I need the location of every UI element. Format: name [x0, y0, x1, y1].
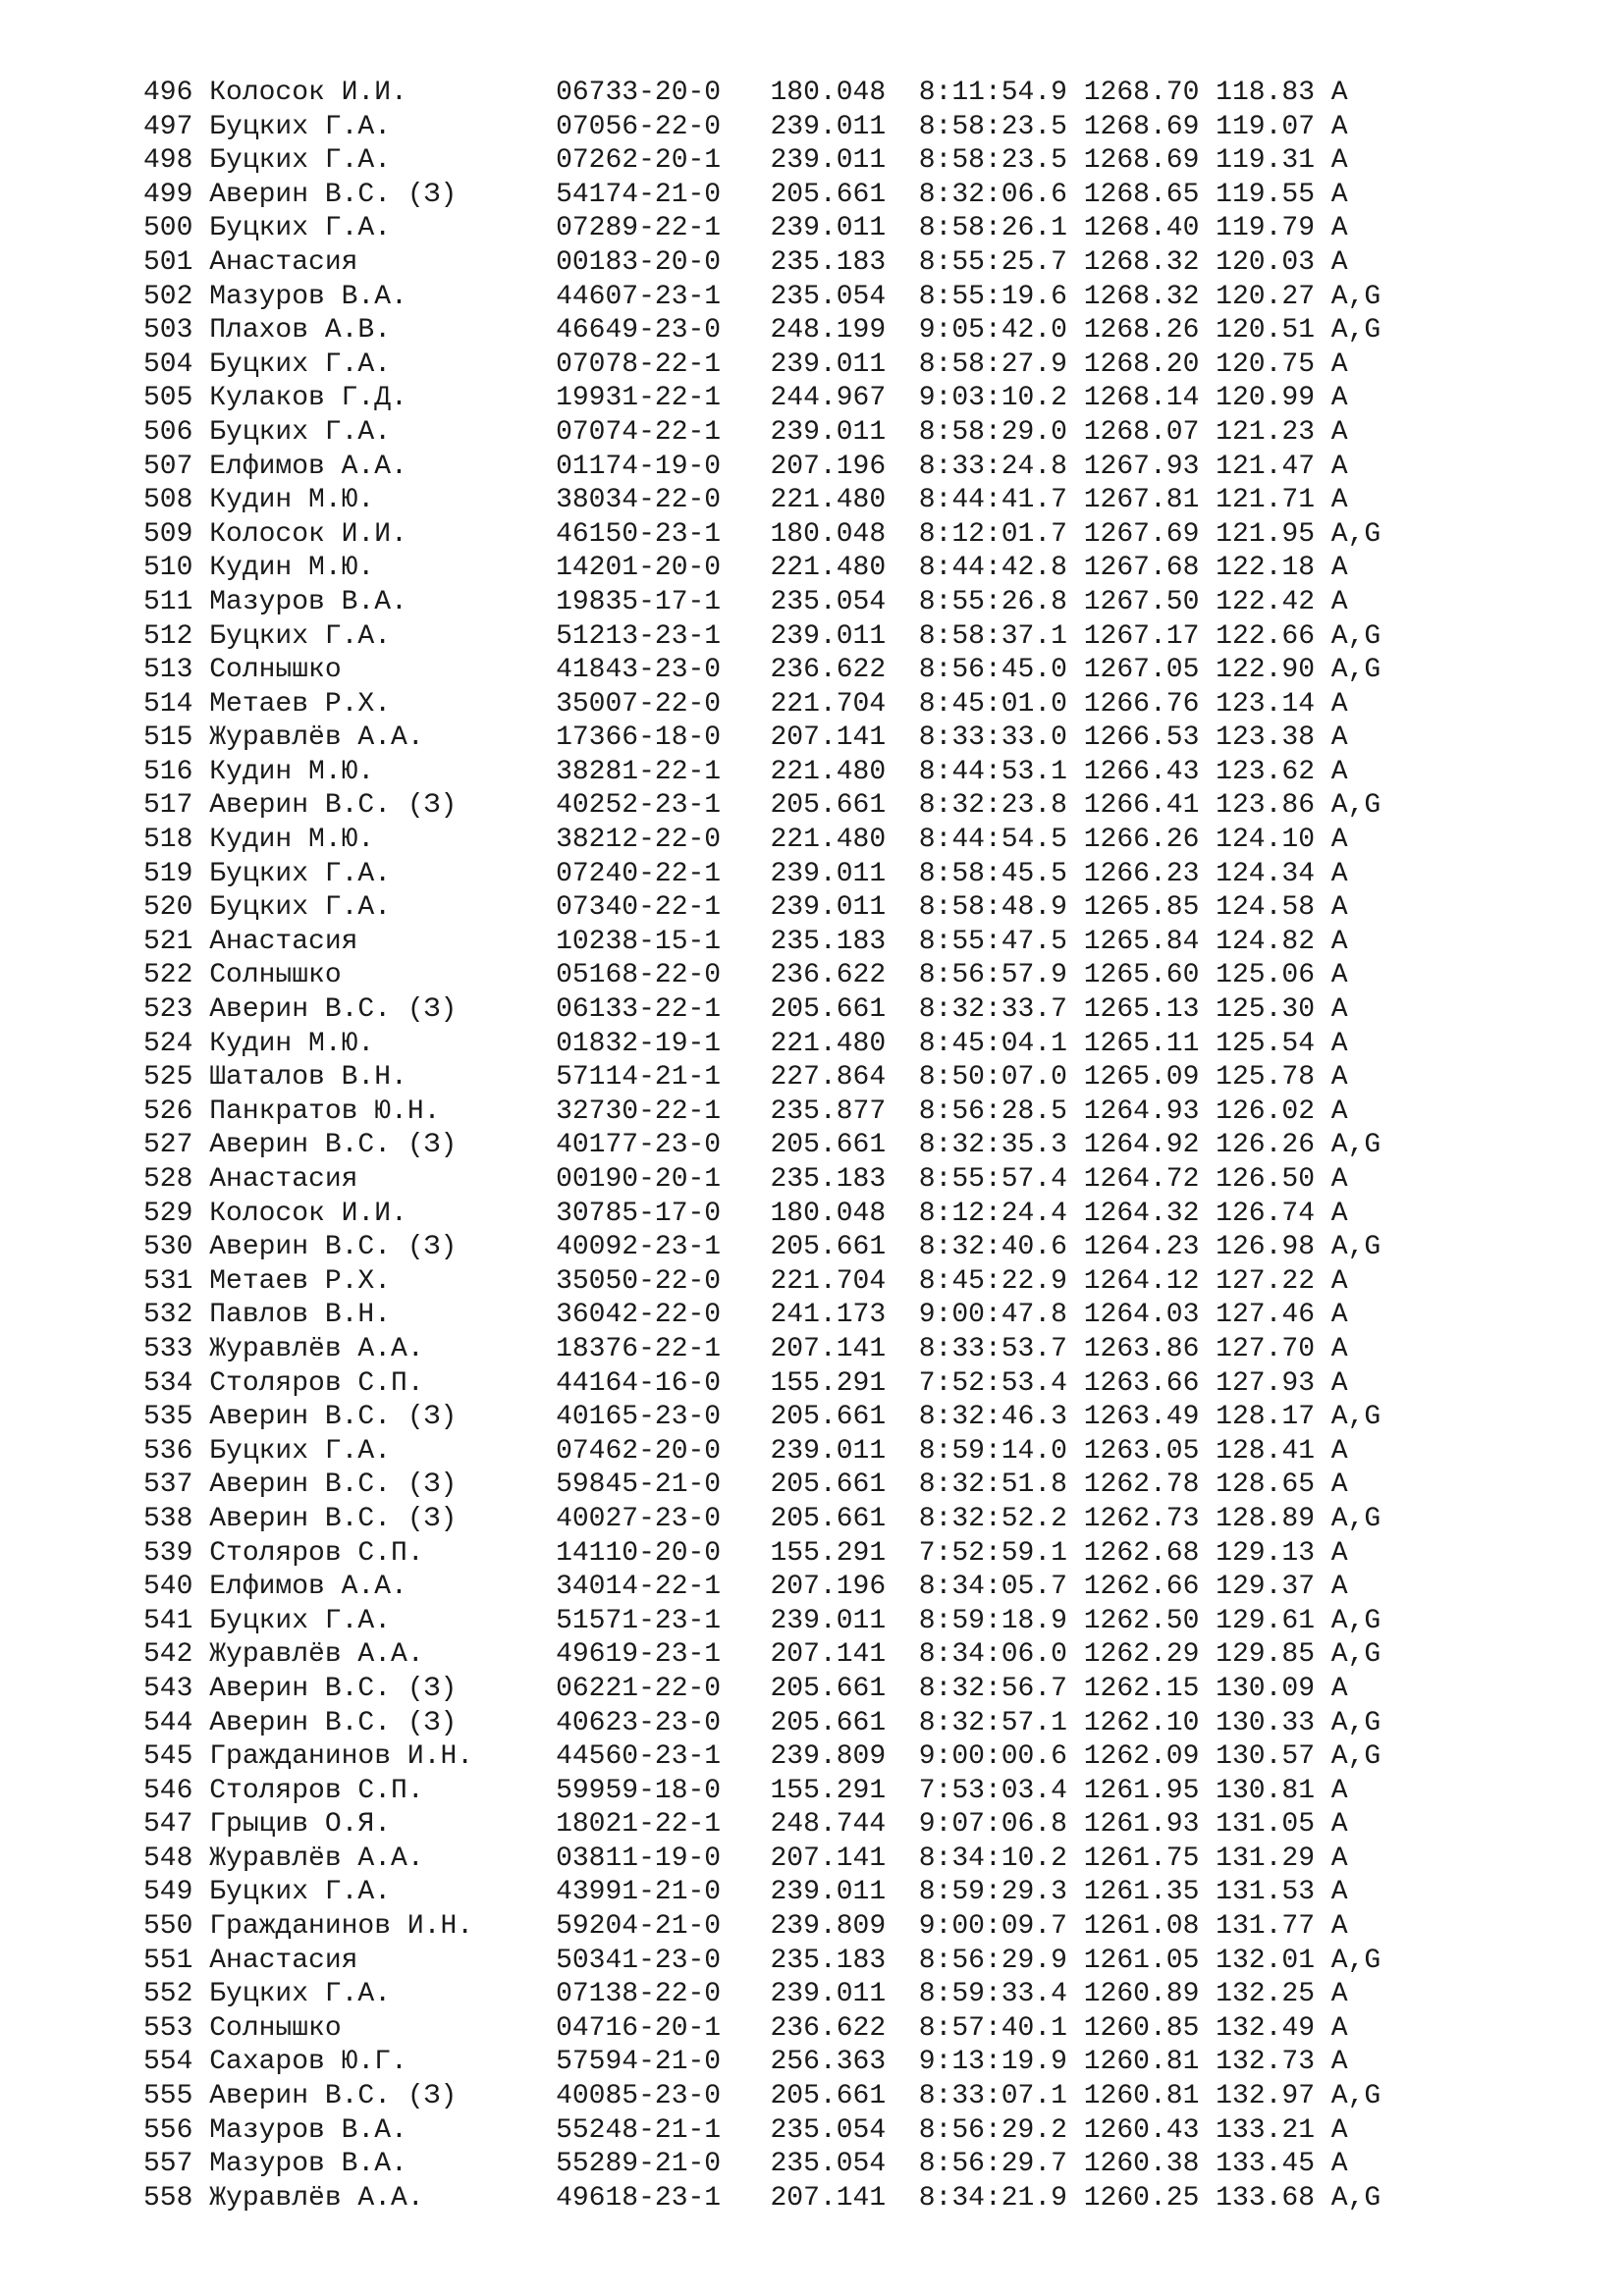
result-row: 555 Аверин В.С. (З) 40085-23-0 205.661 8:33:07.1 1260.81 132.97 A,G [143, 2081, 1381, 2112]
result-row: 540 Елфимов А.А. 34014-22-1 207.196 8:34:05.7 1262.66 129.37 A [143, 1572, 1348, 1603]
result-row: 514 Метаев Р.Х. 35007-22-0 221.704 8:45:01.0 1266.76 123.14 A [143, 688, 1348, 720]
result-row: 550 Гражданинов И.Н. 59204-21-0 239.809 9:00:09.7 1261.08 131.77 A [143, 1911, 1348, 1943]
result-row: 531 Метаев Р.Х. 35050-22-0 221.704 8:45:22.9 1264.12 127.22 A [143, 1265, 1348, 1297]
result-row: 525 Шаталов В.Н. 57114-21-1 227.864 8:50:07.0 1265.09 125.78 A [143, 1062, 1348, 1094]
result-row: 512 Буцких Г.А. 51213-23-1 239.011 8:58:37.1 1267.17 122.66 A,G [143, 620, 1381, 652]
result-row: 528 Анастасия 00190-20-1 235.183 8:55:57.4 1264.72 126.50 A [143, 1164, 1348, 1195]
result-row: 554 Сахаров Ю.Г. 57594-21-0 256.363 9:13:19.9 1260.81 132.73 A [143, 2047, 1348, 2078]
result-row: 509 Колосок И.И. 46150-23-1 180.048 8:12:01.7 1267.69 121.95 A,G [143, 518, 1381, 550]
result-row: 535 Аверин В.С. (З) 40165-23-0 205.661 8:32:46.3 1263.49 128.17 A,G [143, 1402, 1381, 1433]
result-row: 527 Аверин В.С. (З) 40177-23-0 205.661 8:32:35.3 1264.92 126.26 A,G [143, 1130, 1381, 1161]
result-row: 539 Столяров С.П. 14110-20-0 155.291 7:52:59.1 1262.68 129.13 A [143, 1537, 1348, 1569]
result-row: 534 Столяров С.П. 44164-16-0 155.291 7:52:53.4 1263.66 127.93 A [143, 1367, 1348, 1399]
result-row: 553 Солнышко 04716-20-1 236.622 8:57:40.1 1260.85 132.49 A [143, 2012, 1348, 2044]
result-row: 538 Аверин В.С. (З) 40027-23-0 205.661 8:32:52.2 1262.73 128.89 A,G [143, 1503, 1381, 1534]
result-row: 513 Солнышко 41843-23-0 236.622 8:56:45.0 1267.05 122.90 A,G [143, 655, 1381, 686]
result-row: 533 Журавлёв А.А. 18376-22-1 207.141 8:33:53.7 1263.86 127.70 A [143, 1333, 1348, 1364]
result-row: 506 Буцких Г.А. 07074-22-1 239.011 8:58:29.0 1268.07 121.23 A [143, 416, 1348, 448]
result-row: 523 Аверин В.С. (З) 06133-22-1 205.661 8:32:33.7 1265.13 125.30 A [143, 994, 1348, 1026]
result-row: 542 Журавлёв А.А. 49619-23-1 207.141 8:34:06.0 1262.29 129.85 A,G [143, 1639, 1381, 1671]
result-row: 552 Буцких Г.А. 07138-22-0 239.011 8:59:33.4 1260.89 132.25 A [143, 1979, 1348, 2010]
result-row: 511 Мазуров В.А. 19835-17-1 235.054 8:55:26.8 1267.50 122.42 A [143, 586, 1348, 617]
result-row: 532 Павлов В.Н. 36042-22-0 241.173 9:00:47.8 1264.03 127.46 A [143, 1300, 1348, 1331]
result-row: 519 Буцких Г.А. 07240-22-1 239.011 8:58:45.5 1266.23 124.34 A [143, 858, 1348, 889]
result-row: 526 Панкратов Ю.Н. 32730-22-1 235.877 8:56:28.5 1264.93 126.02 A [143, 1095, 1348, 1127]
result-row: 501 Анастасия 00183-20-0 235.183 8:55:25.7 1268.32 120.03 A [143, 246, 1348, 278]
result-row: 521 Анастасия 10238-15-1 235.183 8:55:47.5 1265.84 124.82 A [143, 926, 1348, 957]
result-row: 544 Аверин В.С. (З) 40623-23-0 205.661 8:32:57.1 1262.10 130.33 A,G [143, 1707, 1381, 1738]
result-row: 518 Кудин М.Ю. 38212-22-0 221.480 8:44:54.5 1266.26 124.10 A [143, 825, 1348, 856]
result-row: 547 Грыцив О.Я. 18021-22-1 248.744 9:07:06.8 1261.93 131.05 A [143, 1809, 1348, 1841]
result-row: 508 Кудин М.Ю. 38034-22-0 221.480 8:44:41.7 1267.81 121.71 A [143, 485, 1348, 516]
result-row: 510 Кудин М.Ю. 14201-20-0 221.480 8:44:42.8 1267.68 122.18 A [143, 553, 1348, 584]
result-row: 498 Буцких Г.А. 07262-20-1 239.011 8:58:23.5 1268.69 119.31 A [143, 145, 1348, 177]
result-row: 522 Солнышко 05168-22-0 236.622 8:56:57.9 1265.60 125.06 A [143, 960, 1348, 991]
result-row: 496 Колосок И.И. 06733-20-0 180.048 8:11:54.9 1268.70 118.83 A [143, 78, 1348, 108]
results-list [143, 77, 1380, 2216]
result-row: 499 Аверин В.С. (З) 54174-21-0 205.661 8:32:06.6 1268.65 119.55 A [143, 179, 1348, 210]
result-row: 530 Аверин В.С. (З) 40092-23-1 205.661 8:32:40.6 1264.23 126.98 A,G [143, 1232, 1381, 1263]
result-row: 504 Буцких Г.А. 07078-22-1 239.011 8:58:27.9 1268.20 120.75 A [143, 348, 1348, 380]
result-row: 537 Аверин В.С. (З) 59845-21-0 205.661 8:32:51.8 1262.78 128.65 A [143, 1469, 1348, 1501]
result-row: 556 Мазуров В.А. 55248-21-1 235.054 8:56:29.2 1260.43 133.21 A [143, 2114, 1348, 2146]
result-row: 557 Мазуров В.А. 55289-21-0 235.054 8:56:29.7 1260.38 133.45 A [143, 2149, 1348, 2180]
result-row: 497 Буцких Г.А. 07056-22-0 239.011 8:58:23.5 1268.69 119.07 A [143, 111, 1348, 142]
result-row: 503 Плахов А.В. 46649-23-0 248.199 9:05:42.0 1268.26 120.51 A,G [143, 315, 1381, 347]
result-row: 536 Буцких Г.А. 07462-20-0 239.011 8:59:14.0 1263.05 128.41 A [143, 1435, 1348, 1467]
result-row: 548 Журавлёв А.А. 03811-19-0 207.141 8:34:10.2 1261.75 131.29 A [143, 1842, 1348, 1874]
result-row: 502 Мазуров В.А. 44607-23-1 235.054 8:55:19.6 1268.32 120.27 A,G [143, 281, 1381, 312]
result-row: 516 Кудин М.Ю. 38281-22-1 221.480 8:44:53.1 1266.43 123.62 A [143, 756, 1348, 787]
result-row: 543 Аверин В.С. (З) 06221-22-0 205.661 8:32:56.7 1262.15 130.09 A [143, 1673, 1348, 1704]
result-row: 517 Аверин В.С. (З) 40252-23-1 205.661 8:32:23.8 1266.41 123.86 A,G [143, 790, 1381, 822]
result-row: 546 Столяров С.П. 59959-18-0 155.291 7:53:03.4 1261.95 130.81 A [143, 1775, 1348, 1806]
result-row: 524 Кудин М.Ю. 01832-19-1 221.480 8:45:04.1 1265.11 125.54 A [143, 1028, 1348, 1059]
result-row: 505 Кулаков Г.Д. 19931-22-1 244.967 9:03:10.2 1268.14 120.99 A [143, 383, 1348, 414]
result-row: 500 Буцких Г.А. 07289-22-1 239.011 8:58:26.1 1268.40 119.79 A [143, 213, 1348, 244]
result-row: 549 Буцких Г.А. 43991-21-0 239.011 8:59:29.3 1261.35 131.53 A [143, 1877, 1348, 1908]
result-row: 515 Журавлёв А.А. 17366-18-0 207.141 8:33:33.0 1266.53 123.38 A [143, 722, 1348, 754]
result-row: 529 Колосок И.И. 30785-17-0 180.048 8:12:24.4 1264.32 126.74 A [143, 1198, 1348, 1229]
result-row: 541 Буцких Г.А. 51571-23-1 239.011 8:59:18.9 1262.50 129.61 A,G [143, 1605, 1381, 1636]
result-row: 545 Гражданинов И.Н. 44560-23-1 239.809 9:00:00.6 1262.09 130.57 A,G [143, 1741, 1381, 1773]
result-row: 520 Буцких Г.А. 07340-22-1 239.011 8:58:48.9 1265.85 124.58 A [143, 892, 1348, 924]
result-row: 551 Анастасия 50341-23-0 235.183 8:56:29.9 1261.05 132.01 A,G [143, 1945, 1381, 1976]
result-row: 507 Елфимов А.А. 01174-19-0 207.196 8:33:24.8 1267.93 121.47 A [143, 451, 1348, 482]
result-row: 558 Журавлёв А.А. 49618-23-1 207.141 8:34:21.9 1260.25 133.68 A,G [143, 2182, 1381, 2214]
